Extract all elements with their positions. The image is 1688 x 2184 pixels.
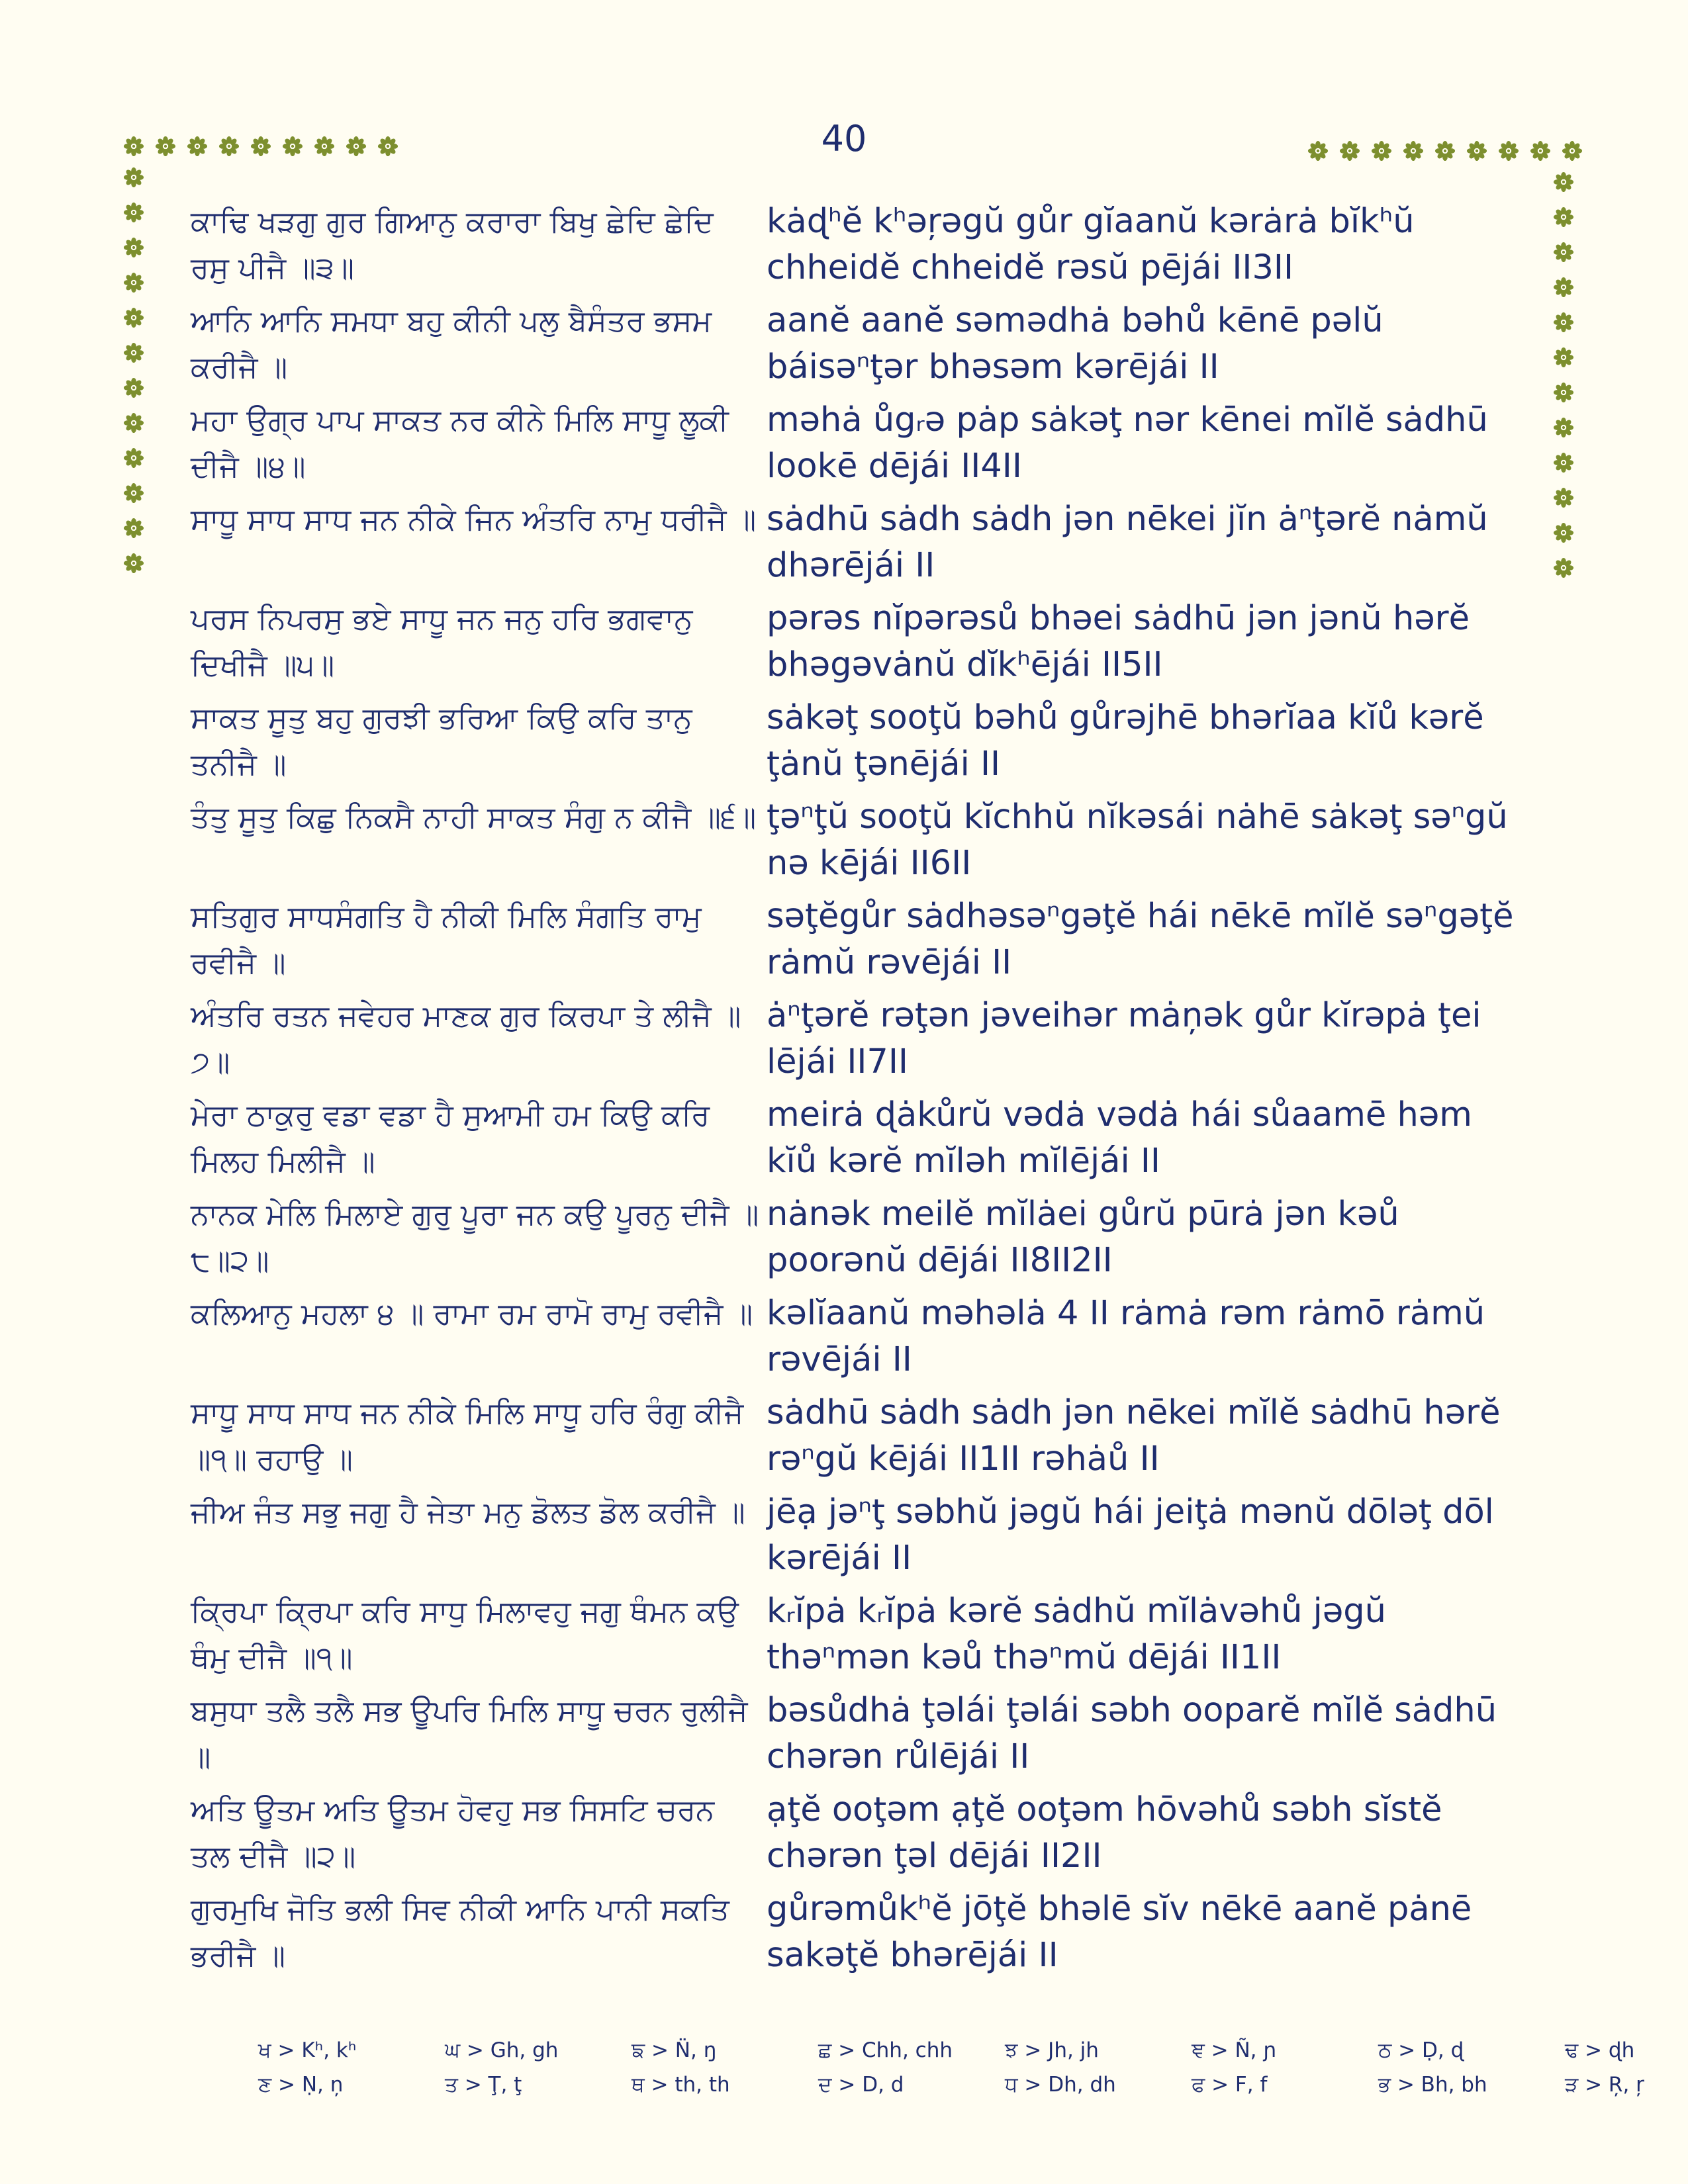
flower-ornament-icon (1466, 140, 1487, 161)
flower-ornament-icon (1498, 140, 1519, 161)
flower-ornament-icon (1553, 347, 1574, 368)
flower-ornament-icon (1553, 557, 1574, 578)
key-item: ਖ > Kʰ, kʰ (258, 2038, 357, 2062)
gurmukhi-text: ਕਲਿਆਨੁ ਮਹਲਾ ੪ ॥ ਰਾਮਾ ਰਮ ਰਾਮੋ ਰਾਮੁ ਰਵੀਜੈ ॥ (191, 1296, 753, 1331)
key-item: ਥ > th, th (632, 2073, 730, 2097)
verse-row (191, 695, 1521, 794)
gurmukhi-text: ਆਨਿ ਆਨਿ ਸਮਧਾ ਬਹੁ ਕੀਨੀ ਪਲੁ ਬੈਸੰਤਰ ਭਸਮ ਕਰੀਜੈ ॥ (191, 303, 712, 385)
verse-row (191, 1191, 1521, 1291)
transliteration-text: məhȧ ůgᵣə pȧp sȧkəţ nər kēnei mĭlĕ sȧdhū lookē dējái II4II (767, 400, 1488, 486)
transliteration-text: ȧⁿţərĕ rəţən jəveihər mȧņək gůr kĭrəpȧ ţei lējái II7II (767, 996, 1481, 1081)
key-item: ਣ > Ṇ, ņ (258, 2073, 344, 2097)
flower-ornament-icon (1553, 206, 1574, 228)
flower-ornament-icon (187, 136, 208, 157)
gurmukhi-text: ਤੰਤੁ ਸੂਤੁ ਕਿਛੁ ਨਿਕਸੈ ਨਾਹੀ ਸਾਕਤ ਸੰਗੁ ਨ ਕੀਜੈ ॥੬॥ (191, 799, 757, 835)
flower-ornament-icon (123, 342, 144, 363)
flower-ornament-icon (1562, 140, 1583, 161)
gurmukhi-text: ਅਤਿ ਊਤਮ ਅਤਿ ਊਤਮ ਹੋਵਹੁ ਸਭ ਸਿਸਟਿ ਚਰਨ ਤਲ ਦੀਜੈ ॥੨॥ (191, 1792, 715, 1874)
ornament-border-left (123, 167, 144, 574)
gurmukhi-text: ਗੁਰਮੁਖਿ ਜੋਤਿ ਭਲੀ ਸਿਵ ਨੀਕੀ ਆਨਿ ਪਾਨੀ ਸਕਤਿ ਭਰੀਜੈ ॥ (191, 1891, 729, 1973)
key-item: ਘ > Gh, gh (445, 2038, 559, 2062)
verse-row (191, 1787, 1521, 1886)
flower-ornament-icon (1530, 140, 1551, 161)
key-item: ਝ > Jh, jh (1005, 2038, 1099, 2062)
flower-ornament-icon (377, 136, 399, 157)
ornament-border-right (1553, 171, 1574, 578)
verse-row (191, 298, 1521, 397)
key-item: ਤ > Ţ, ţ (445, 2073, 522, 2097)
verse-row (191, 1688, 1521, 1787)
flower-ornament-icon (250, 136, 271, 157)
key-row (258, 2073, 1688, 2107)
verse-row (191, 1390, 1521, 1489)
gurmukhi-text: ਸਤਿਗੁਰ ਸਾਧਸੰਗਤਿ ਹੈ ਨੀਕੀ ਮਿਲਿ ਸੰਗਤਿ ਰਾਮੁ ਰਵੀਜੈ ॥ (191, 899, 702, 980)
transliteration-text: kᵣĭpȧ kᵣĭpȧ kərĕ sȧdhŭ mĭlȧvəhů jəgŭ thəⁿmən kəů thəⁿmŭ dējái II1II (767, 1592, 1386, 1677)
flower-ornament-icon (155, 136, 176, 157)
verse-list (191, 199, 1521, 1985)
transliteration-text: kəlĭaanŭ məhəlȧ 4 II rȧmȧ rəm rȧmō rȧmŭ rəvējái II (767, 1294, 1485, 1379)
gurmukhi-text: ਸਾਧੂ ਸਾਧ ਸਾਧ ਜਨ ਨੀਕੇ ਜਿਨ ਅੰਤਰਿ ਨਾਮੁ ਧਰੀਜੈ ॥ (191, 502, 757, 537)
transliteration-text: sȧdhū sȧdh sȧdh jən nēkei mĭlĕ sȧdhū hərĕ rəⁿgŭ kējái II1II rəhȧů II (767, 1393, 1501, 1479)
flower-ornament-icon (123, 237, 144, 258)
gurmukhi-text: ਅੰਤਰਿ ਰਤਨ ਜਵੇਹਰ ਮਾਣਕ ਗੁਰ ਕਿਰਪਾ ਤੇ ਲੀਜੈ ॥੭॥ (191, 998, 741, 1079)
ornament-border-top-right (1307, 140, 1583, 161)
verse-row (191, 496, 1521, 596)
flower-ornament-icon (123, 136, 144, 157)
transliteration-text: jēạ jəⁿţ səbhŭ jəgŭ hái jeiţȧ mənŭ dōləţ dōl kərējái II (767, 1492, 1494, 1578)
verse-row (191, 893, 1521, 993)
flower-ornament-icon (1307, 140, 1329, 161)
gurmukhi-text: ਮਹਾ ਉਗ੍ਰ ਪਾਪ ਸਾਕਤ ਨਰ ਕੀਨੇ ਮਿਲਿ ਸਾਧੂ ਲੂਕੀ ਦੀਜੈ ॥੪॥ (191, 402, 729, 484)
verse-row (191, 1291, 1521, 1390)
transliteration-text: meirȧ ɖȧkůrŭ vədȧ vədȧ hái sůaamē həm kĭů kərĕ mĭləh mĭlējái II (767, 1095, 1472, 1181)
gurmukhi-text: ਸਾਧੂ ਸਾਧ ਸਾਧ ਜਨ ਨੀਕੇ ਮਿਲਿ ਸਾਧੂ ਹਰਿ ਰੰਗੁ ਕੀਜੈ ॥੧॥ ਰਹਾਉ ॥ (191, 1395, 744, 1477)
verse-row (191, 1489, 1521, 1588)
key-item: ਦ > D, d (818, 2073, 904, 2097)
ornament-border-top-left (123, 136, 399, 157)
transliteration-key (258, 2038, 1688, 2107)
flower-ornament-icon (1339, 140, 1360, 161)
gurmukhi-text: ਜੀਅ ਜੰਤ ਸਭੁ ਜਗੁ ਹੈ ਜੇਤਾ ਮਨੁ ਡੋਲਤ ਡੋਲ ਕਰੀਜੈ ॥ (191, 1494, 745, 1529)
flower-ornament-icon (1553, 417, 1574, 438)
flower-ornament-icon (1553, 452, 1574, 473)
flower-ornament-icon (123, 202, 144, 223)
transliteration-text: ạţĕ ooţəm ạţĕ ooţəm hōvəhů səbh sĭstĕ chərən ţəl dējái II2II (767, 1790, 1442, 1876)
flower-ornament-icon (1553, 487, 1574, 508)
flower-ornament-icon (1553, 382, 1574, 403)
verse-row (191, 1588, 1521, 1688)
flower-ornament-icon (1553, 277, 1574, 298)
flower-ornament-icon (346, 136, 367, 157)
gurmukhi-text: ਸਾਕਤ ਸੂਤੁ ਬਹੁ ਗੁਰਝੀ ਭਰਿਆ ਕਿਉ ਕਰਿ ਤਾਨੁ ਤਨੀਜੈ ॥ (191, 700, 692, 782)
flower-ornament-icon (123, 553, 144, 574)
transliteration-text: sȧdhū sȧdh sȧdh jən nēkei jĭn ȧⁿţərĕ nȧmŭ dhərējái II (767, 500, 1488, 585)
key-item: ਧ > Dh, dh (1005, 2073, 1116, 2097)
flower-ornament-icon (1371, 140, 1392, 161)
gurmukhi-text: ਕ੍ਰਿਪਾ ਕ੍ਰਿਪਾ ਕਰਿ ਸਾਧੁ ਮਿਲਾਵਹੁ ਜਗੁ ਥੰਮਨ ਕਉ ਥੰਮੁ ਦੀਜੈ ॥੧॥ (191, 1594, 739, 1675)
key-item: ਢ > ɖh (1565, 2038, 1635, 2062)
page-number: 40 (821, 118, 867, 159)
key-item: ਙ > N̈, ŋ (632, 2038, 717, 2062)
gurmukhi-text: ਮੇਰਾ ਠਾਕੁਰੁ ਵਡਾ ਵਡਾ ਹੈ ਸੁਆਮੀ ਹਮ ਕਿਉ ਕਰਿ ਮਿਲਹ ਮਿਲੀਜੈ ॥ (191, 1097, 710, 1179)
transliteration-text: kȧɖʰĕ kʰəŗəgŭ gůr gĭaanŭ kərȧrȧ bĭkʰŭ chheidĕ chheidĕ rəsŭ pējái II3II (767, 202, 1415, 287)
flower-ornament-icon (123, 272, 144, 293)
transliteration-text: ţəⁿţŭ sooţŭ kĭchhŭ nĭkəsái nȧhē sȧkəţ səⁿgŭ nə kējái II6II (767, 797, 1508, 883)
flower-ornament-icon (1553, 312, 1574, 333)
gurmukhi-text: ਕਾਢਿ ਖੜਗੁ ਗੁਰ ਗਿਆਨੁ ਕਰਾਰਾ ਬਿਖੁ ਛੇਦਿ ਛੇਦਿ ਰਸੁ ਪੀਜੈ ॥੩॥ (191, 204, 714, 285)
key-item: ਛ > Chh, chh (818, 2038, 953, 2062)
flower-ornament-icon (218, 136, 240, 157)
key-item: ਞ > Ñ, ɲ (1192, 2038, 1277, 2062)
gurmukhi-text: ਨਾਨਕ ਮੇਲਿ ਮਿਲਾਏ ਗੁਰੁ ਪੂਰਾ ਜਨ ਕਉ ਪੂਰਨੁ ਦੀਜੈ ॥੮॥੨॥ (191, 1197, 759, 1278)
verse-row (191, 1092, 1521, 1191)
verse-row (191, 199, 1521, 298)
verse-row (191, 993, 1521, 1092)
gurmukhi-text: ਪਰਸ ਨਿਪਰਸੁ ਭਏ ਸਾਧੂ ਜਨ ਜਨੁ ਹਰਿ ਭਗਵਾਨੁ ਦਿਖੀਜੈ ॥੫॥ (191, 601, 693, 682)
flower-ornament-icon (282, 136, 303, 157)
flower-ornament-icon (1553, 522, 1574, 543)
flower-ornament-icon (123, 482, 144, 504)
key-row (258, 2038, 1688, 2073)
key-item: ੜ > Ŗ, ŗ (1565, 2073, 1644, 2097)
flower-ornament-icon (1403, 140, 1424, 161)
flower-ornament-icon (123, 307, 144, 328)
key-item: ਠ > Ḍ, ɖ (1378, 2038, 1464, 2062)
verse-row (191, 794, 1521, 893)
flower-ornament-icon (1553, 242, 1574, 263)
flower-ornament-icon (123, 377, 144, 398)
key-item: ਫ > F, f (1192, 2073, 1268, 2097)
transliteration-text: aanĕ aanĕ səmədhȧ bəhů kēnē pəlŭ báisəⁿţər bhəsəm kərējái II (767, 301, 1383, 387)
transliteration-text: gůrəmůkʰĕ jōţĕ bhəlē sĭv nēkē aanĕ pȧnē sakəţĕ bhərējái II (767, 1889, 1472, 1975)
flower-ornament-icon (123, 412, 144, 433)
transliteration-text: səţĕgůr sȧdhəsəⁿgəţĕ hái nēkē mĭlĕ səⁿgəţĕ rȧmŭ rəvējái II (767, 897, 1514, 982)
transliteration-text: pərəs nĭpərəsů bhəei sȧdhū jən jənŭ hərĕ bhəgəvȧnŭ dĭkʰējái II5II (767, 599, 1470, 684)
flower-ornament-icon (314, 136, 335, 157)
flower-ornament-icon (1434, 140, 1456, 161)
flower-ornament-icon (1553, 171, 1574, 193)
verse-row (191, 397, 1521, 496)
flower-ornament-icon (123, 167, 144, 188)
flower-ornament-icon (123, 447, 144, 469)
gurmukhi-text: ਬਸੁਧਾ ਤਲੈ ਤਲੈ ਸਭ ਊਪਰਿ ਮਿਲਿ ਸਾਧੂ ਚਰਨ ਰੁਲੀਜੈ ॥ (191, 1693, 748, 1774)
key-item: ਭ > Bh, bh (1378, 2073, 1487, 2097)
flower-ornament-icon (123, 518, 144, 539)
transliteration-text: sȧkəţ sooţŭ bəhů gůrəjhē bhərĭaa kĭů kərĕ ţȧnŭ ţənējái II (767, 698, 1484, 784)
verse-row (191, 1886, 1521, 1985)
transliteration-text: bəsůdhȧ ţəlái ţəlái səbh ooparĕ mĭlĕ sȧdhū chərən růlējái II (767, 1691, 1497, 1776)
verse-row (191, 596, 1521, 695)
transliteration-text: nȧnək meilĕ mĭlȧei gůrŭ pūrȧ jən kəů poorənŭ dējái II8II2II (767, 1195, 1399, 1280)
